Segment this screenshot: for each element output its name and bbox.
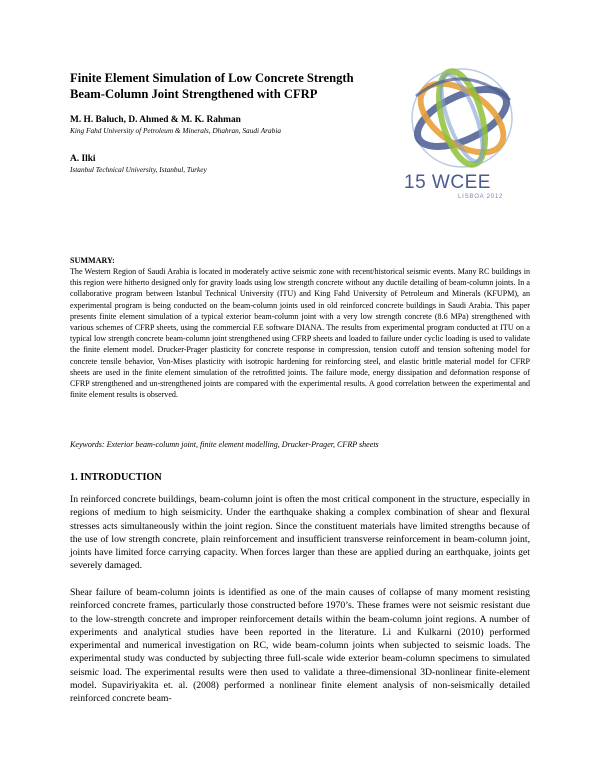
keywords: Keywords: Exterior beam-column joint, finite element modelling, Drucker-Prager, CFRP sheets [70,440,379,449]
title-line-1: Finite Element Simulation of Low Concrete Strength [70,71,354,85]
author-affiliation: King Fahd University of Petroleum & Minerals, Dhahran, Saudi Arabia [70,126,281,135]
author-names: A. Ilki [70,154,96,164]
summary-heading: SUMMARY: [70,256,115,265]
introduction-paragraph-1: In reinforced concrete buildings, beam-column joint is often the most critical component in the structure, especially in regions of medium to high seismicity. Under the earthquake shaking a complex combination of shear and flexural stresses acts simultaneously within the joint region. Since the constituent materials have limited strengths because of the use of low strength concrete, plain reinforcement and insufficient transverse reinforcement in beam-column joint, joints have limited force carrying capacity. When forces larger than these are applied during an earthquake, joints get severely damaged. [70,494,530,572]
paper-title [70,70,400,102]
title-line-2: Beam-Column Joint Strengthened with CFRP [70,87,318,101]
logo-subtitle: LISBOA 2012 [458,194,504,200]
author-names: M. H. Baluch, D. Ahmed & M. K. Rahman [70,115,241,125]
introduction-paragraph-2: Shear failure of beam-column joints is identified as one of the main causes of collapse of many moment resisting reinforced concrete frames, particularly those constructed before 1970’s. These frames were not seismic resistant due to the low-strength concrete and improper reinforcement details within the beam-column joint regions. A number of experiments and analytical studies have been reported in the literature. Li and Kulkarni (2010) performed experimental and numerical investigation on RC, wide beam-column joints when subjected to seismic loads. The experimental study was conducted by subjecting three full-scale wide exterior beam-column specimens to simulated seismic load. The experimental results were then used to validate a three-dimensional 3D-nonlinear finite-element model. Supaviriyakita et. al. (2008) performed a nonlinear finite element analysis of non-seismically detailed reinforced concrete beam- [70,587,530,705]
section-heading-introduction: 1. INTRODUCTION [70,472,162,483]
author-affiliation: Istanbul Technical University, Istanbul, Turkey [70,165,207,174]
author-block-2 [70,153,410,175]
logo-title: 15 WCEE [404,172,491,193]
author-block-1 [70,114,410,136]
summary-text: The Western Region of Saudi Arabia is located in moderately active seismic zone with recent/historical seismic events. Many RC buildings in this region were hitherto designed only for gravity loads using low strength concrete without any ductile detailing of beam-column joints. In a collaborative program between Istanbul Technical University (ITU) and King Fahd University of Petroleum and Minerals (KFUPM), an experimental program is being conducted on the beam-column joints used in old reinforced concrete buildings in Saudi Arabia. This paper presents finite element simulation of a typical exterior beam-column joint with a very low strength concrete (8.6 MPa) strengthened with various schemes of CFRP sheets, using the commercial F.E software DIANA. The results from experimental program conducted at ITU on a typical low strength concrete beam-column joint strengthened using CFRP sheets and loaded to failure under cyclic loading is used to validate the finite element model. Drucker-Prager plasticity for concrete response in compression, tension cutoff and tension softening model for concrete tensile behavior, Von-Mises plasticity with isotropic hardening for reinforcing steel, and elastic brittle material model for CFRP sheets are used in the finite element simulation of the retrofitted joints. The failure mode, energy dissipation and deformation response of CFRP strengthened and un-strengthened joints are compared with the experimental results. A good correlation between the experimental and finite element results is observed. [70,267,530,400]
